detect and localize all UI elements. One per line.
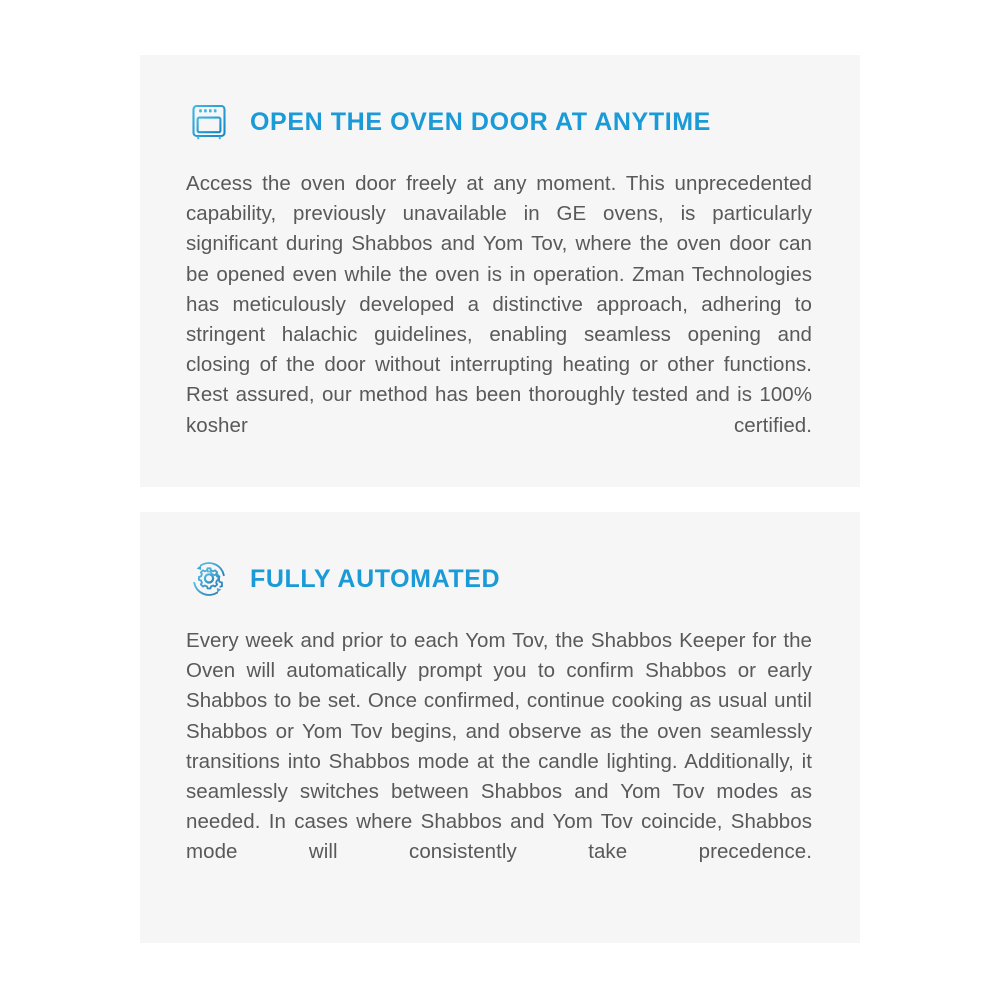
card-title: FULLY AUTOMATED [250, 564, 501, 593]
card-header [186, 512, 814, 602]
card-body-text: Every week and prior to each Yom Tov, the Shabbos Keeper for the Oven will automatically prompt you to confirm Shabbos or early Shabbos to be set. Once confirmed, continue cooking as usual until Shabbos or Yom Tov begins, and observe as the oven seamlessly transitions into Shabbos mode at the candle lighting. Additionally, it seamlessly switches between Shabbos and Yom Tov modes as needed. In cases where Shabbos and Yom Tov coincide, Shabbos mode will consistently take precedence. [186, 629, 812, 864]
oven-icon [186, 99, 232, 145]
feature-card-open-oven-door [140, 55, 860, 487]
card-content [140, 55, 860, 471]
card-header [186, 55, 814, 145]
automation-gear-icon [186, 556, 232, 602]
card-body-text: Access the oven door freely at any moment. This unprecedented capability, previously unavailable in GE ovens, is particularly significant during Shabbos and Yom Tov, where the oven door can be opened even while the oven is in operation. Zman Technologies has meticulously developed a distinctive approach, adhering to stringent halachic guidelines, enabling seamless opening and closing of the door without interrupting heating or other functions. Rest assured, our method has been thoroughly tested and is 100% kosher certified. [186, 172, 812, 437]
card-content [140, 512, 860, 898]
card-title: OPEN THE OVEN DOOR AT ANYTIME [250, 107, 711, 136]
feature-card-fully-automated [140, 512, 860, 943]
